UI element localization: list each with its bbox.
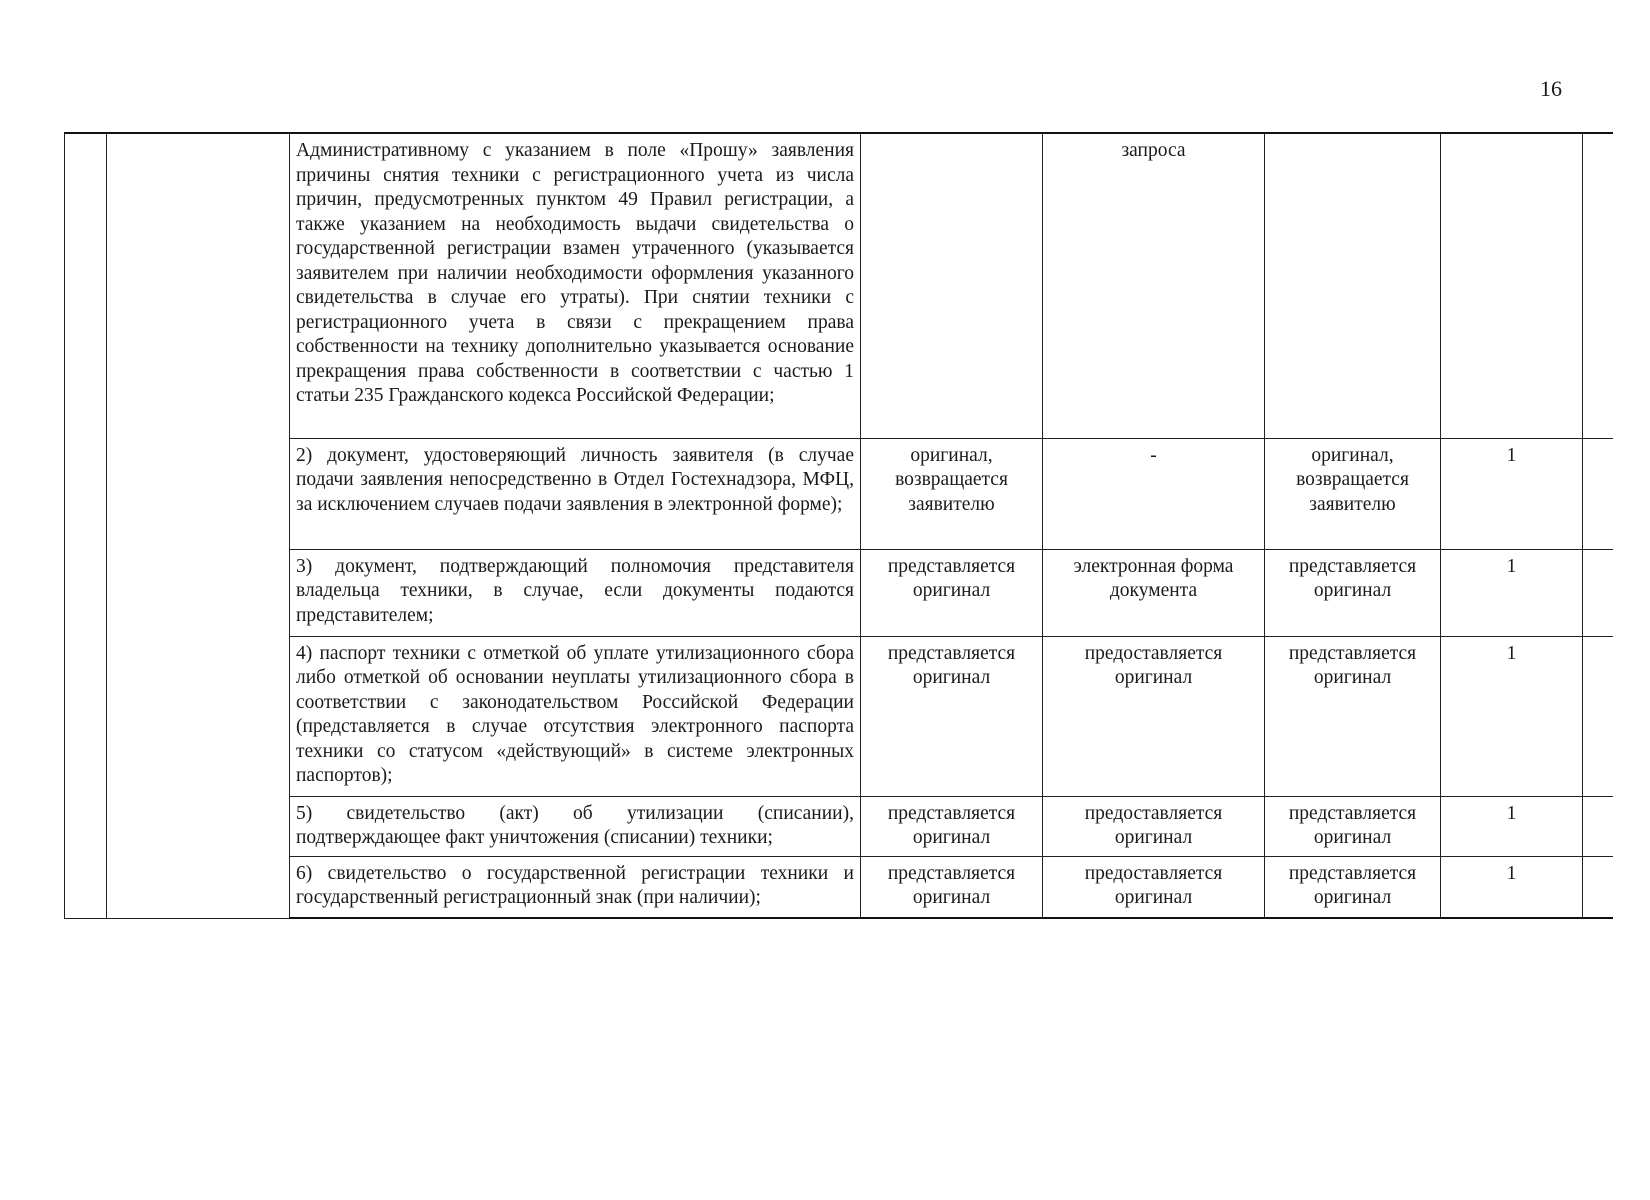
document-form-cell: оригинал, возвращается заявителю (861, 438, 1043, 549)
edge-cell (1583, 636, 1613, 796)
document-description: Административному с указанием в поле «Прошу» заявления причины снятия техники с регистрационного учета из числа причин, предусмотренных пунктом 49 Правил регистрации, а также указанием на необходимость выдачи свидетельства о государственной регистрации взамен утраченного (указывается заявителем при наличии необходимости оформления указанного свидетельства в случае его утраты). При снятии техники с регистрационного учета в связи с прекращением права собственности на технику дополнительно указывается основание прекращения права собственности в соответствии с частью 1 статьи 235 Гражданского кодекса Российской Федерации; (290, 133, 861, 438)
electronic-form-cell: предоставляется оригинал (1043, 856, 1265, 918)
document-description: 3) документ, подтверждающий полномочия представителя владельца техники, в случае, если документы подаются представителем; (290, 549, 861, 636)
document-form-cell (861, 133, 1043, 438)
electronic-form-cell: предоставляется оригинал (1043, 636, 1265, 796)
table-row (65, 549, 1613, 636)
mfc-form-cell: представляется оригинал (1265, 796, 1441, 856)
mfc-form-cell: оригинал, возвращается заявителю (1265, 438, 1441, 549)
page-number: 16 (1540, 76, 1562, 101)
document-form-cell: представляется оригинал (861, 856, 1043, 918)
edge-cell (1583, 549, 1613, 636)
table-row (65, 636, 1613, 796)
document-form-cell: представляется оригинал (861, 636, 1043, 796)
edge-cell (1583, 856, 1613, 918)
mfc-form-cell: представляется оригинал (1265, 856, 1441, 918)
document-form-cell: представляется оригинал (861, 796, 1043, 856)
service-name-column-cell (107, 133, 290, 918)
copies-count-cell: 1 (1441, 796, 1583, 856)
mfc-form-cell (1265, 133, 1441, 438)
edge-cell (1583, 133, 1613, 438)
copies-count-cell: 1 (1441, 636, 1583, 796)
mfc-form-cell: представляется оригинал (1265, 549, 1441, 636)
document-description: 4) паспорт техники с отметкой об уплате утилизационного сбора либо отметкой об основании неуплаты утилизационного сбора в соответствии с законодательством Российской Федерации (представляется в случае отсутствия электронного паспорта техники со статусом «действующий» в системе электронных паспортов); (290, 636, 861, 796)
electronic-form-cell: электронная форма документа (1043, 549, 1265, 636)
electronic-form-cell: запроса (1043, 133, 1265, 438)
electronic-form-cell: предоставляется оригинал (1043, 796, 1265, 856)
document-description: 5) свидетельство (акт) об утилизации (списании), подтверждающее факт уничтожения (списании) техники; (290, 796, 861, 856)
document-description: 2) документ, удостоверяющий личность заявителя (в случае подачи заявления непосредственно в Отдел Гостехнадзора, МФЦ, за исключением случаев подачи заявления в электронной форме); (290, 438, 861, 549)
copies-count-cell: 1 (1441, 549, 1583, 636)
table-row (65, 856, 1613, 918)
document-description: 6) свидетельство о государственной регистрации техники и государственный регистрационный знак (при наличии); (290, 856, 861, 918)
electronic-form-cell: - (1043, 438, 1265, 549)
documents-table (64, 132, 1613, 919)
mfc-form-cell: представляется оригинал (1265, 636, 1441, 796)
edge-cell (1583, 438, 1613, 549)
document-form-cell: представляется оригинал (861, 549, 1043, 636)
copies-count-cell: 1 (1441, 438, 1583, 549)
number-column-cell (65, 133, 107, 918)
edge-cell (1583, 796, 1613, 856)
table-row (65, 133, 1613, 438)
copies-count-cell (1441, 133, 1583, 438)
copies-count-cell: 1 (1441, 856, 1583, 918)
table-row (65, 438, 1613, 549)
table-row (65, 796, 1613, 856)
